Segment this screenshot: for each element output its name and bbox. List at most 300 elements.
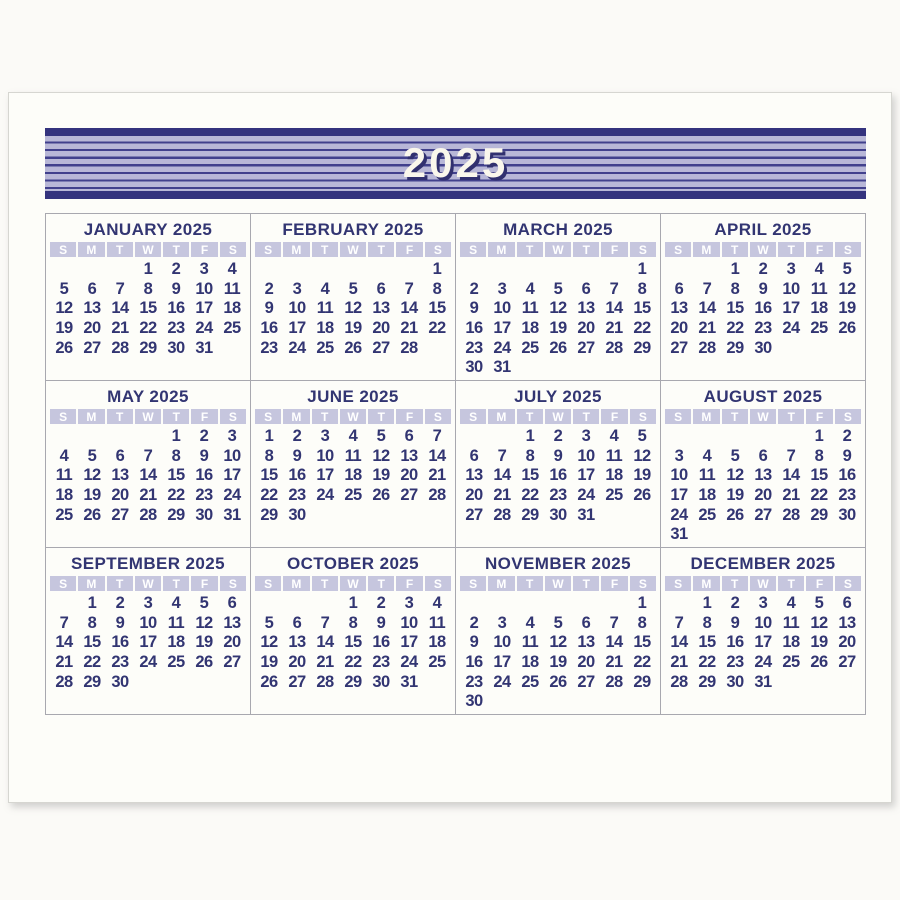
weekday-label: T xyxy=(368,409,394,424)
weekday-label: T xyxy=(312,576,338,591)
date-cell-empty xyxy=(628,692,656,712)
weekday-label: F xyxy=(601,242,627,257)
date-cell: 10 xyxy=(782,279,800,298)
weekday-label: M xyxy=(693,409,719,424)
date-cell: 29 xyxy=(139,338,157,357)
year-banner xyxy=(45,128,866,199)
weekday-label: M xyxy=(283,576,309,591)
date-cell-empty xyxy=(460,260,488,280)
date-cell: 20 xyxy=(838,633,856,652)
date-cell: 14 xyxy=(55,633,73,652)
date-cell: 14 xyxy=(400,299,418,318)
date-cell: 14 xyxy=(493,466,511,485)
date-cell: 9 xyxy=(264,299,274,318)
month-title: JULY 2025 xyxy=(514,387,602,406)
date-cell: 30 xyxy=(726,672,744,691)
date-cell: 7 xyxy=(609,279,619,298)
weekday-label: F xyxy=(806,576,832,591)
weekday-label: T xyxy=(517,409,543,424)
date-cell: 7 xyxy=(497,446,507,465)
weekday-header-band xyxy=(255,242,451,257)
date-cell: 11 xyxy=(782,613,800,632)
date-cell: 15 xyxy=(698,633,716,652)
month-panel xyxy=(46,548,250,714)
date-cell: 12 xyxy=(55,299,73,318)
date-cell: 6 xyxy=(227,594,237,612)
date-cell: 25 xyxy=(698,505,716,524)
date-cell: 3 xyxy=(320,427,330,445)
date-cell: 4 xyxy=(814,260,824,278)
weekday-header-band xyxy=(50,409,246,424)
date-cell: 7 xyxy=(786,446,796,465)
date-cell: 19 xyxy=(195,633,213,652)
date-cell: 30 xyxy=(372,672,390,691)
date-cell: 24 xyxy=(493,672,511,691)
date-cell: 14 xyxy=(698,299,716,318)
date-cell: 5 xyxy=(376,427,386,445)
date-cell: 12 xyxy=(372,446,390,465)
weekday-label: S xyxy=(835,409,861,424)
date-cell: 4 xyxy=(320,279,330,298)
date-cell: 4 xyxy=(227,260,237,278)
date-cell: 2 xyxy=(115,594,125,612)
date-cell: 18 xyxy=(782,633,800,652)
date-cell: 27 xyxy=(83,338,101,357)
date-cell: 3 xyxy=(674,446,684,465)
date-cell: 3 xyxy=(227,427,237,445)
weekday-label: T xyxy=(778,409,804,424)
weekday-label: T xyxy=(107,576,133,591)
date-cell: 16 xyxy=(726,633,744,652)
date-cell: 19 xyxy=(344,319,362,338)
date-cell: 11 xyxy=(223,279,241,298)
date-cell: 1 xyxy=(432,260,442,278)
date-cell-empty xyxy=(600,692,628,712)
month-panel xyxy=(661,381,865,547)
date-cell-empty xyxy=(255,594,283,614)
weekday-label: W xyxy=(340,242,366,257)
dates-grid xyxy=(460,260,656,378)
date-cell: 13 xyxy=(288,633,306,652)
date-cell: 4 xyxy=(525,279,535,298)
date-cell: 29 xyxy=(260,505,278,524)
date-cell: 9 xyxy=(199,446,209,465)
date-cell: 31 xyxy=(670,525,688,544)
date-cell-empty xyxy=(628,506,656,526)
date-cell: 27 xyxy=(838,653,856,672)
date-cell: 8 xyxy=(637,279,647,298)
date-cell: 8 xyxy=(814,446,824,465)
weekday-label: S xyxy=(50,576,76,591)
date-cell: 3 xyxy=(143,594,153,612)
date-cell-empty xyxy=(488,260,516,280)
date-cell: 28 xyxy=(139,505,157,524)
date-cell: 26 xyxy=(83,505,101,524)
weekday-label: S xyxy=(425,242,451,257)
date-cell: 5 xyxy=(264,613,274,632)
date-cell: 27 xyxy=(400,486,418,505)
weekday-label: T xyxy=(107,242,133,257)
date-cell: 28 xyxy=(400,338,418,357)
date-cell: 12 xyxy=(810,613,828,632)
date-cell: 11 xyxy=(698,466,716,485)
date-cell: 27 xyxy=(754,505,772,524)
date-cell-empty xyxy=(218,339,246,359)
weekday-label: S xyxy=(220,576,246,591)
date-cell-empty xyxy=(665,260,693,280)
date-cell: 3 xyxy=(404,594,414,612)
weekday-label: M xyxy=(488,242,514,257)
weekday-header-band xyxy=(255,576,451,591)
month-title: DECEMBER 2025 xyxy=(690,554,836,573)
date-cell: 12 xyxy=(549,633,567,652)
date-cell: 28 xyxy=(316,672,334,691)
date-cell: 14 xyxy=(605,299,623,318)
weekday-label: F xyxy=(601,409,627,424)
date-cell-empty xyxy=(721,427,749,447)
weekday-label: T xyxy=(778,242,804,257)
date-cell-empty xyxy=(572,692,600,712)
date-cell: 3 xyxy=(581,427,591,445)
date-cell: 20 xyxy=(577,653,595,672)
date-cell-empty xyxy=(544,358,572,378)
date-cell: 12 xyxy=(195,613,213,632)
date-cell: 9 xyxy=(730,613,740,632)
date-cell-empty xyxy=(516,358,544,378)
date-cell: 8 xyxy=(525,446,535,465)
date-cell: 11 xyxy=(428,613,446,632)
date-cell: 30 xyxy=(195,505,213,524)
date-cell: 26 xyxy=(549,672,567,691)
date-cell: 19 xyxy=(55,319,73,338)
date-cell: 13 xyxy=(465,466,483,485)
date-cell-empty xyxy=(665,427,693,447)
date-cell: 20 xyxy=(111,486,129,505)
date-cell: 8 xyxy=(730,279,740,298)
date-cell: 17 xyxy=(493,319,511,338)
date-cell: 3 xyxy=(786,260,796,278)
weekday-label: S xyxy=(50,409,76,424)
date-cell: 21 xyxy=(316,653,334,672)
dates-grid xyxy=(50,594,246,692)
date-cell: 8 xyxy=(171,446,181,465)
date-cell: 24 xyxy=(670,505,688,524)
date-cell: 19 xyxy=(549,653,567,672)
month-title: APRIL 2025 xyxy=(714,220,812,239)
date-cell: 7 xyxy=(404,279,414,298)
date-cell: 20 xyxy=(288,653,306,672)
date-cell-empty xyxy=(488,427,516,447)
date-cell: 1 xyxy=(637,594,647,612)
calendar-sheet xyxy=(8,92,892,803)
date-cell: 1 xyxy=(87,594,97,612)
date-cell: 28 xyxy=(782,505,800,524)
date-cell-empty xyxy=(693,525,721,545)
weekday-label: S xyxy=(665,242,691,257)
date-cell: 24 xyxy=(754,653,772,672)
weekday-label: S xyxy=(425,576,451,591)
date-cell: 3 xyxy=(497,613,507,632)
date-cell: 6 xyxy=(292,613,302,632)
month-panel xyxy=(456,381,660,547)
weekday-header-band xyxy=(50,576,246,591)
date-cell: 6 xyxy=(581,613,591,632)
date-cell: 21 xyxy=(493,486,511,505)
date-cell: 6 xyxy=(674,279,684,298)
date-cell: 22 xyxy=(139,319,157,338)
month-title: JANUARY 2025 xyxy=(83,220,213,239)
date-cell: 24 xyxy=(577,486,595,505)
date-cell: 8 xyxy=(143,279,153,298)
date-cell: 15 xyxy=(167,466,185,485)
date-cell-empty xyxy=(190,673,218,693)
date-cell: 19 xyxy=(633,466,651,485)
date-cell: 5 xyxy=(814,594,824,612)
date-cell: 30 xyxy=(838,505,856,524)
date-cell: 5 xyxy=(348,279,358,298)
date-cell: 18 xyxy=(810,299,828,318)
weekday-label: W xyxy=(750,409,776,424)
date-cell-empty xyxy=(600,594,628,614)
date-cell-empty xyxy=(78,427,106,447)
date-cell-empty xyxy=(488,594,516,614)
date-cell: 5 xyxy=(553,279,563,298)
date-cell: 19 xyxy=(83,486,101,505)
date-cell: 30 xyxy=(549,505,567,524)
date-cell: 29 xyxy=(633,672,651,691)
date-cell: 1 xyxy=(814,427,824,445)
date-cell: 3 xyxy=(758,594,768,612)
date-cell: 9 xyxy=(842,446,852,465)
date-cell: 31 xyxy=(223,505,241,524)
date-cell: 26 xyxy=(260,672,278,691)
date-cell-empty xyxy=(516,594,544,614)
date-cell: 1 xyxy=(637,260,647,278)
date-cell: 31 xyxy=(577,505,595,524)
date-cell: 21 xyxy=(782,486,800,505)
date-cell: 16 xyxy=(111,633,129,652)
date-cell: 23 xyxy=(465,338,483,357)
date-cell: 15 xyxy=(810,466,828,485)
date-cell: 6 xyxy=(842,594,852,612)
date-cell-empty xyxy=(423,673,451,693)
date-cell: 18 xyxy=(223,299,241,318)
date-cell: 31 xyxy=(493,358,511,377)
date-cell: 10 xyxy=(493,299,511,318)
date-cell: 9 xyxy=(758,279,768,298)
date-cell: 28 xyxy=(670,672,688,691)
date-cell: 20 xyxy=(400,466,418,485)
date-cell: 2 xyxy=(730,594,740,612)
weekday-label: T xyxy=(573,242,599,257)
date-cell: 13 xyxy=(400,446,418,465)
date-cell: 23 xyxy=(372,653,390,672)
date-cell-empty xyxy=(162,673,190,693)
date-cell: 21 xyxy=(139,486,157,505)
date-cell: 27 xyxy=(670,338,688,357)
date-cell-empty xyxy=(600,260,628,280)
weekday-header-band xyxy=(665,576,861,591)
date-cell-empty xyxy=(395,260,423,280)
date-cell: 25 xyxy=(810,319,828,338)
date-cell: 16 xyxy=(167,299,185,318)
date-cell: 18 xyxy=(521,653,539,672)
date-cell-empty xyxy=(460,594,488,614)
date-cell-empty xyxy=(516,260,544,280)
date-cell: 22 xyxy=(83,653,101,672)
date-cell-empty xyxy=(628,358,656,378)
date-cell: 21 xyxy=(698,319,716,338)
date-cell: 24 xyxy=(139,653,157,672)
date-cell-empty xyxy=(777,427,805,447)
date-cell: 22 xyxy=(521,486,539,505)
weekday-label: S xyxy=(630,409,656,424)
date-cell: 17 xyxy=(139,633,157,652)
date-cell: 28 xyxy=(605,338,623,357)
date-cell: 23 xyxy=(754,319,772,338)
month-panel xyxy=(661,214,865,380)
date-cell: 19 xyxy=(260,653,278,672)
date-cell: 13 xyxy=(577,299,595,318)
date-cell: 10 xyxy=(400,613,418,632)
date-cell: 9 xyxy=(292,446,302,465)
date-cell: 24 xyxy=(223,486,241,505)
date-cell: 25 xyxy=(344,486,362,505)
weekday-label: S xyxy=(460,409,486,424)
weekday-label: S xyxy=(425,409,451,424)
date-cell: 16 xyxy=(465,319,483,338)
date-cell: 15 xyxy=(260,466,278,485)
date-cell: 29 xyxy=(344,672,362,691)
date-cell: 1 xyxy=(702,594,712,612)
weekday-label: S xyxy=(220,409,246,424)
date-cell: 1 xyxy=(171,427,181,445)
date-cell: 24 xyxy=(195,319,213,338)
date-cell: 24 xyxy=(493,338,511,357)
date-cell-empty xyxy=(544,594,572,614)
weekday-label: F xyxy=(191,409,217,424)
date-cell: 17 xyxy=(754,633,772,652)
date-cell: 21 xyxy=(428,466,446,485)
date-cell: 2 xyxy=(758,260,768,278)
date-cell: 3 xyxy=(292,279,302,298)
weekday-label: S xyxy=(50,242,76,257)
date-cell-empty xyxy=(78,260,106,280)
date-cell: 2 xyxy=(842,427,852,445)
date-cell-empty xyxy=(50,594,78,614)
date-cell: 8 xyxy=(264,446,274,465)
date-cell: 22 xyxy=(344,653,362,672)
date-cell: 11 xyxy=(55,466,73,485)
date-cell: 10 xyxy=(288,299,306,318)
date-cell: 4 xyxy=(59,446,69,465)
date-cell: 7 xyxy=(115,279,125,298)
date-cell: 15 xyxy=(633,299,651,318)
date-cell-empty xyxy=(833,525,861,545)
date-cell: 9 xyxy=(376,613,386,632)
date-cell: 24 xyxy=(316,486,334,505)
date-cell: 11 xyxy=(316,299,334,318)
date-cell: 22 xyxy=(167,486,185,505)
date-cell-empty xyxy=(805,339,833,359)
month-panel xyxy=(251,214,455,380)
date-cell: 15 xyxy=(139,299,157,318)
month-panel xyxy=(251,548,455,714)
month-panel xyxy=(251,381,455,547)
date-cell: 6 xyxy=(115,446,125,465)
weekday-label: T xyxy=(163,242,189,257)
date-cell: 10 xyxy=(139,613,157,632)
date-cell: 6 xyxy=(87,279,97,298)
date-cell: 10 xyxy=(493,633,511,652)
date-cell: 14 xyxy=(782,466,800,485)
date-cell: 1 xyxy=(348,594,358,612)
weekday-label: T xyxy=(312,242,338,257)
month-title: SEPTEMBER 2025 xyxy=(71,554,225,573)
date-cell: 6 xyxy=(404,427,414,445)
date-cell: 15 xyxy=(726,299,744,318)
date-cell: 30 xyxy=(288,505,306,524)
date-cell: 18 xyxy=(167,633,185,652)
month-panel xyxy=(456,548,660,714)
dates-grid xyxy=(255,260,451,358)
date-cell: 5 xyxy=(553,613,563,632)
date-cell: 20 xyxy=(465,486,483,505)
months-grid xyxy=(45,213,866,715)
date-cell-empty xyxy=(833,339,861,359)
date-cell: 16 xyxy=(195,466,213,485)
date-cell-empty xyxy=(600,506,628,526)
date-cell: 13 xyxy=(223,613,241,632)
date-cell: 13 xyxy=(754,466,772,485)
date-cell: 4 xyxy=(432,594,442,612)
weekday-label: S xyxy=(630,242,656,257)
weekday-label: W xyxy=(545,576,571,591)
date-cell: 29 xyxy=(726,338,744,357)
date-cell: 25 xyxy=(223,319,241,338)
date-cell: 25 xyxy=(782,653,800,672)
dates-grid xyxy=(255,427,451,525)
date-cell: 4 xyxy=(702,446,712,465)
date-cell: 27 xyxy=(577,672,595,691)
date-cell: 9 xyxy=(469,633,479,652)
date-cell: 17 xyxy=(316,466,334,485)
date-cell: 6 xyxy=(581,279,591,298)
month-title: AUGUST 2025 xyxy=(703,387,823,406)
date-cell: 28 xyxy=(605,672,623,691)
weekday-label: S xyxy=(460,242,486,257)
date-cell: 4 xyxy=(348,427,358,445)
date-cell: 12 xyxy=(633,446,651,465)
month-title: NOVEMBER 2025 xyxy=(485,554,631,573)
date-cell: 28 xyxy=(428,486,446,505)
date-cell: 14 xyxy=(316,633,334,652)
date-cell: 4 xyxy=(171,594,181,612)
date-cell: 19 xyxy=(726,486,744,505)
date-cell: 2 xyxy=(264,279,274,298)
date-cell: 14 xyxy=(605,633,623,652)
date-cell: 12 xyxy=(726,466,744,485)
date-cell: 5 xyxy=(730,446,740,465)
date-cell: 9 xyxy=(171,279,181,298)
date-cell: 25 xyxy=(316,338,334,357)
date-cell: 26 xyxy=(372,486,390,505)
date-cell: 17 xyxy=(288,319,306,338)
dates-grid xyxy=(665,427,861,545)
date-cell-empty xyxy=(311,260,339,280)
date-cell: 7 xyxy=(702,279,712,298)
date-cell-empty xyxy=(367,260,395,280)
